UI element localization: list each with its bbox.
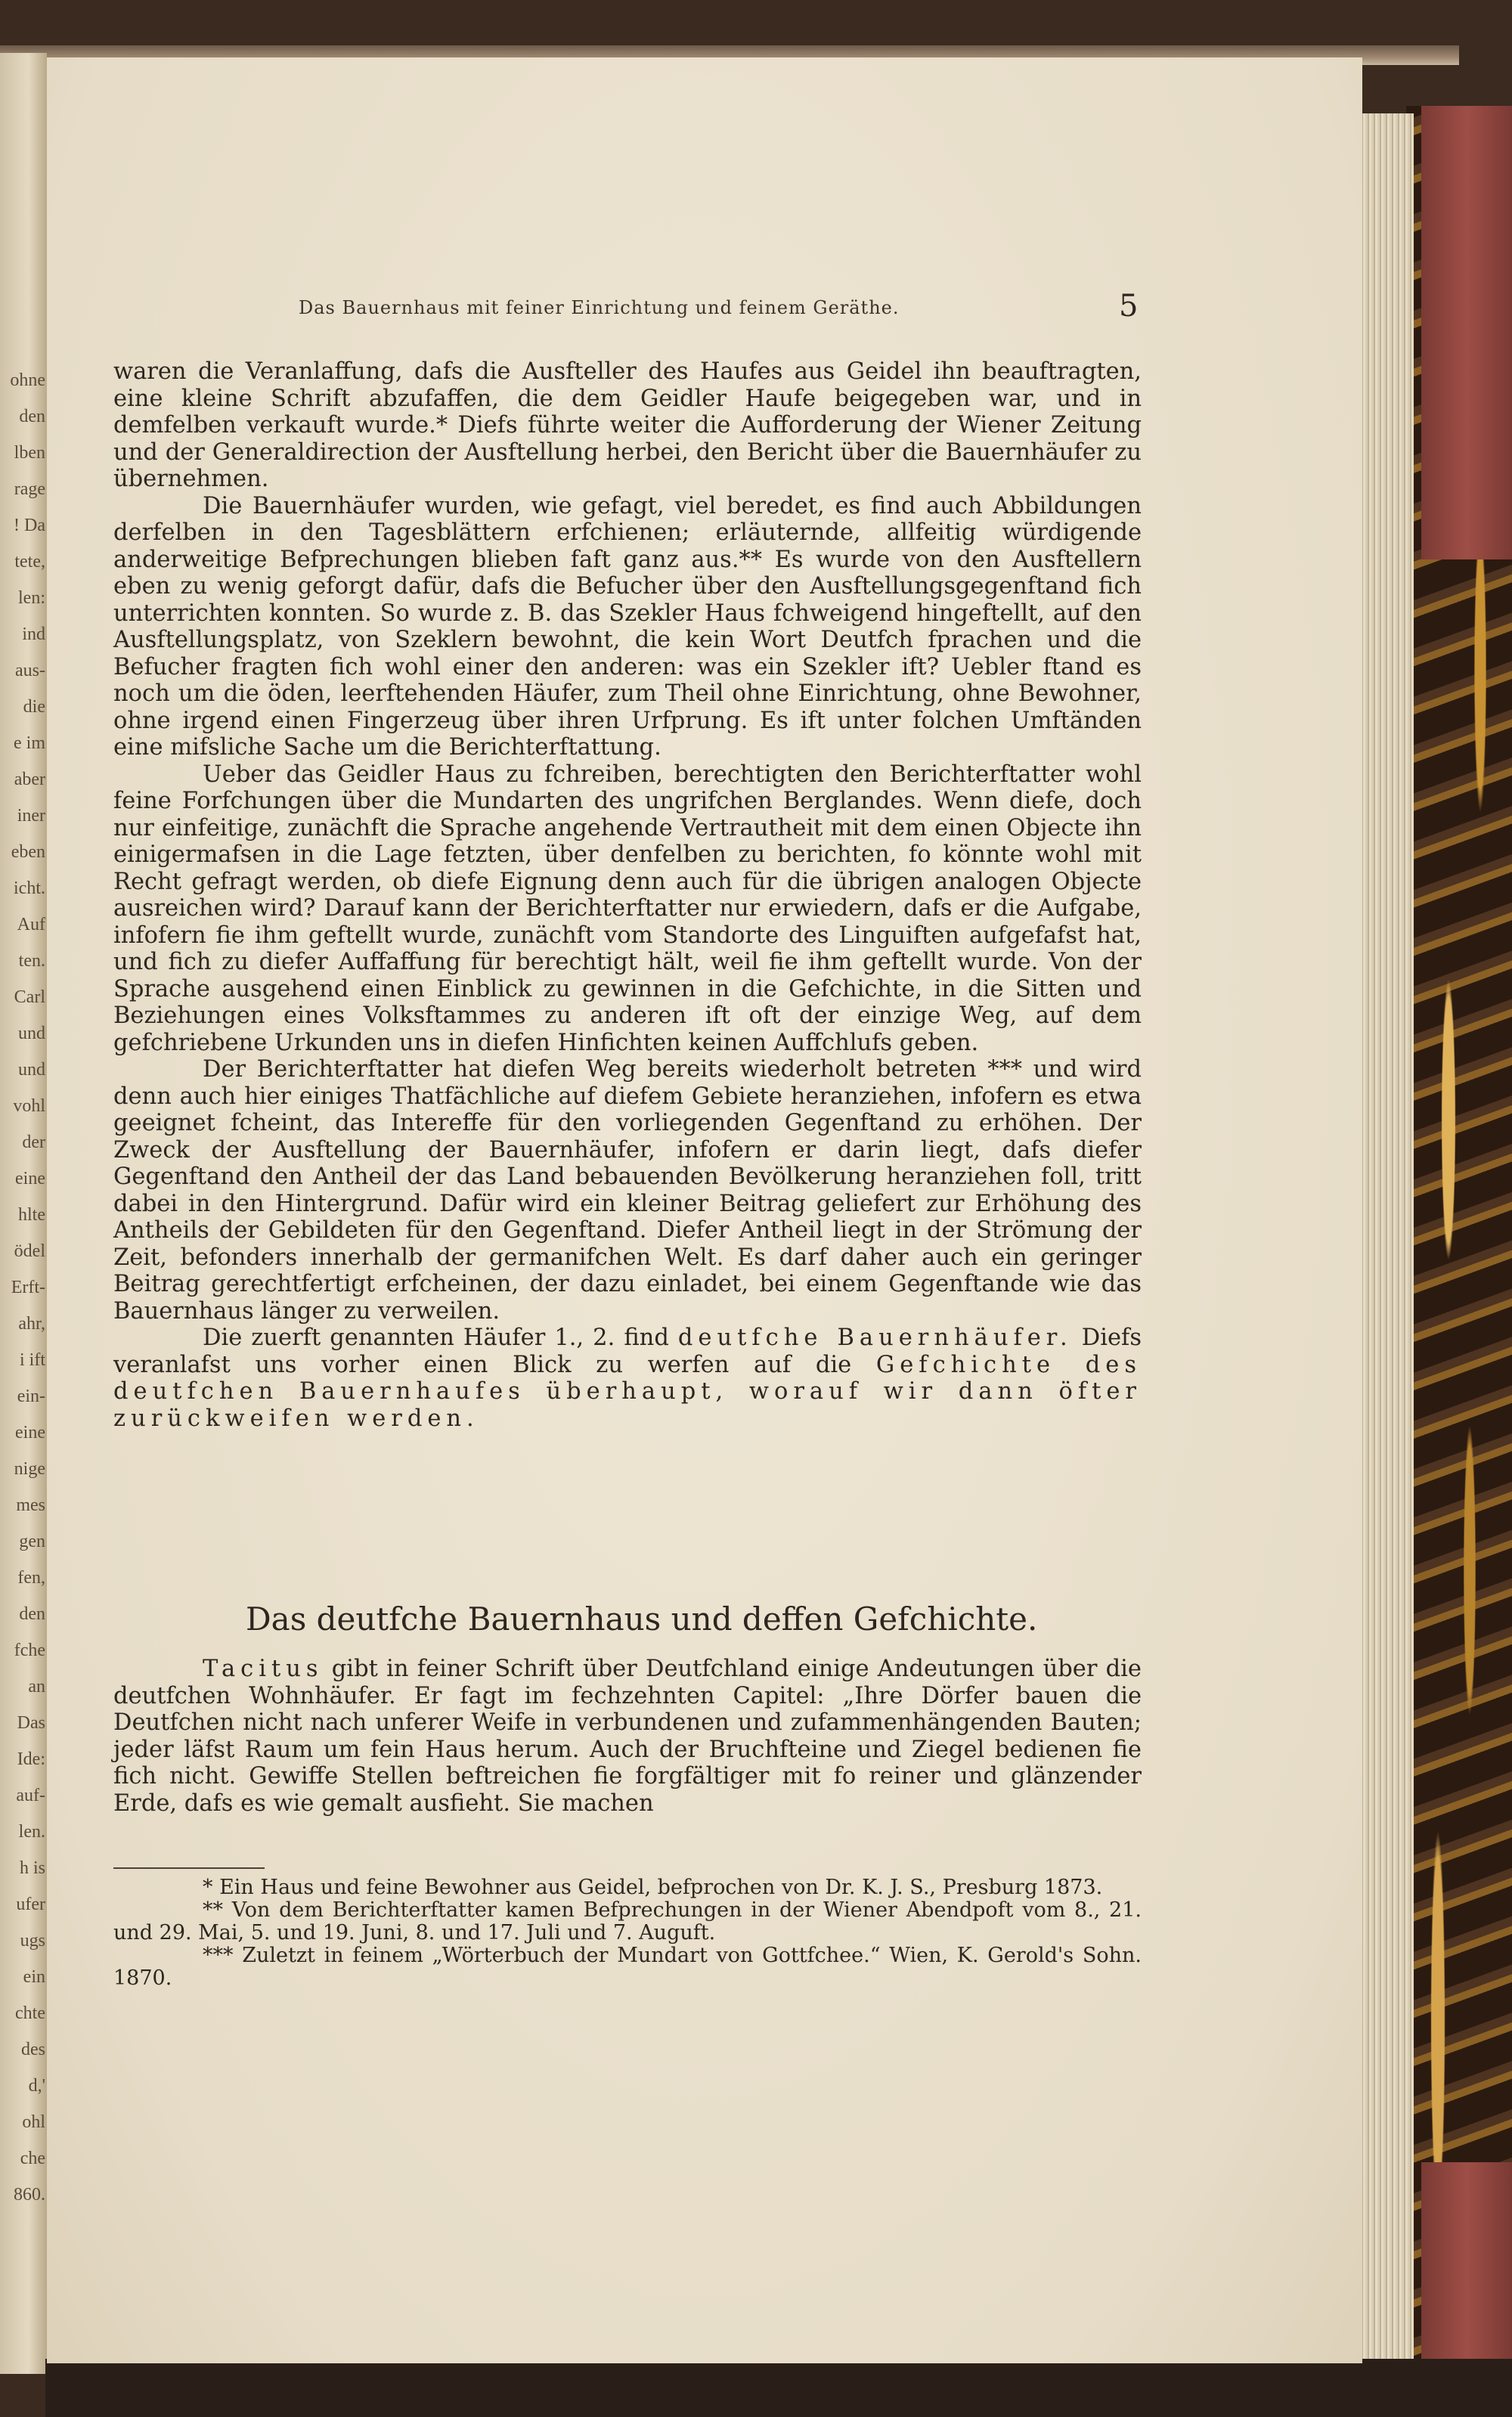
paragraph-text: gibt in feiner Schrift über Deutfchland einige Andeutungen über die deutfchen Wohnhäufer. Er fagt im fechzehnten Capitel: „Ihre Dörfer bauen die Deutfchen nicht nach unferer Weife in verbundenen und zufammenhängenden Bauten; jeder läfst Raum um fein Haus herum. Auch der Bruchfteine und Ziegel bedienen fie fich nicht. Gewiffe Stellen beftreichen fie forgfältiger mit fo reiner und glänzender Erde, dafs es wie gemalt ausfieht. Sie machen (113, 1656, 1142, 1817)
left-page-fragment: die (23, 697, 45, 717)
left-page-fragment: ! Da (14, 516, 45, 535)
left-page-fragment: rage (14, 479, 45, 499)
left-page-fragment: ein- (17, 1387, 45, 1406)
left-page-fragment: ohl (22, 2112, 45, 2132)
left-page-fragment: icht. (14, 878, 45, 898)
left-page-fragment: tete, (14, 552, 45, 572)
left-page-fragment: den (19, 1604, 45, 1624)
left-page-fragment: ahr, (18, 1314, 45, 1334)
page-stack-edge (1353, 113, 1414, 2374)
left-page-fragment: auf- (16, 1786, 45, 1805)
footnotes (113, 1876, 1142, 1990)
page-number: 5 (1119, 289, 1139, 324)
paragraph-text: Die zuerft genannten Häufer 1., 2. find (203, 1325, 678, 1351)
paragraph (113, 1325, 1142, 1432)
section-heading: Das deutfche Bauernhaus und deffen Gefchichte. (246, 1600, 1038, 1638)
footnote-rule (113, 1867, 265, 1869)
left-page-fragment: i ift (20, 1350, 45, 1370)
left-page-fragment: lben (14, 443, 45, 463)
left-page-fragment: Auf (17, 915, 45, 934)
body-text (113, 358, 1142, 1432)
left-page-fragment: ind (22, 624, 45, 644)
footnote: ** Von dem Berichterftatter kamen Befprechungen in der Wiener Abendpoft vom 8., 21. und 29. Mai, 5. und 19. Juni, 8. und 17. Juli und 7. Auguft. (113, 1898, 1142, 1944)
left-page-fragment: len. (18, 1822, 45, 1842)
left-page-fragment: ten. (18, 951, 45, 971)
paragraph (113, 1656, 1142, 1817)
left-page-fragment: ugs (20, 1931, 45, 1951)
left-page-fragment: den (19, 407, 45, 426)
left-page-fragment: e im (14, 733, 45, 753)
left-page-fragment: gen (19, 1532, 45, 1551)
left-page-edge (0, 53, 47, 2374)
cover-cloth-bottom (1421, 2162, 1512, 2359)
section-body (113, 1656, 1142, 1817)
left-page-fragment: chte (15, 2003, 45, 2023)
spaced-emphasis: Tacitus (203, 1656, 324, 1682)
paragraph-text: Diefs veranlafst uns vorher einen Blick zu werfen auf die (113, 1325, 1142, 1378)
paragraph: Die Bauernhäufer wurden, wie gefagt, viel beredet, es find auch Abbildungen derfelben in den Tagesblättern erfchienen; erläuternde, allfeitig würdigende anderweitige Befprechungen blieben faft ganz aus.** Es wurde von den Ausftellern eben zu wenig geforgt dafür, dafs die Befucher über den Ausftellungsgegenftand fich unterrichten konnten. So wurde z. B. das Szekler Haus fchweigend hingeftellt, auf den Ausftellungsplatz, von Szeklern bewohnt, die kein Wort Deutfch fprachen und die Befucher fragten fich wohl einer den anderen: was ein Szekler ift? Uebler ftand es noch um die öden, leerftehenden Häufer, zum Theil ohne Einrichtung, ohne Bewohner, ohne irgend einen Fingerzeug über ihren Urfprung. Es ift unter folchen Umftänden eine mifsliche Sache um die Berichterftattung. (113, 492, 1142, 761)
left-page-fragment: des (21, 2040, 45, 2059)
left-page-fragment: und (18, 1060, 45, 1080)
left-page-fragment: hlte (18, 1205, 45, 1225)
footnote: * Ein Haus und feine Bewohner aus Geidel, befprochen von Dr. K. J. S., Presburg 1873. (203, 1876, 1103, 1899)
paragraph: waren die Veranlaffung, dafs die Ausfteller des Haufes aus Geidel ihn beauftragten, eine kleine Schrift abzufaffen, die dem Geidler Haufe beigegeben war, und in demfelben verkauft wurde.* Diefs führte weiter die Aufforderung der Wiener Zeitung und der Generaldirection der Ausftellung herbei, den Bericht über die Bauernhäufer zu übernehmen. (113, 358, 1142, 492)
footnote: *** Zuletzt in feinem „Wörterbuch der Mundart von Gottfchee.“ Wien, K. Gerold's Sohn. 1870. (113, 1944, 1142, 1990)
cover-cloth-top (1421, 106, 1512, 559)
running-head: Das Bauernhaus mit feiner Einrichtung und feinem Geräthe. (299, 297, 900, 318)
left-page-fragment: che (20, 2149, 45, 2168)
left-page-fragment: Das (17, 1713, 45, 1733)
left-page-fragment: aus- (15, 661, 45, 680)
left-page-fragment: Erft- (11, 1278, 45, 1297)
left-page-fragment: fen, (17, 1568, 45, 1588)
left-page-fragment: iner (17, 806, 45, 826)
left-page-fragment: ein (23, 1967, 45, 1987)
left-page-fragment: d,' (28, 2076, 45, 2096)
left-page-fragment: len: (18, 588, 45, 608)
left-page-fragment: ufer (16, 1895, 45, 1914)
spaced-emphasis: deutfche Bauernhäufer. (677, 1325, 1073, 1351)
left-page-fragment: h is (19, 1858, 45, 1878)
left-page-fragment: mes (16, 1495, 45, 1515)
left-page-fragment: vohl (13, 1096, 45, 1116)
left-page-fragment: aber (14, 770, 45, 789)
left-page-fragment: 860. (14, 2185, 45, 2205)
left-page-fragment: eine (15, 1423, 45, 1442)
background-bottom (45, 2359, 1512, 2417)
paragraph: Ueber das Geidler Haus zu fchreiben, berechtigten den Berichterftatter wohl feine Forfchungen über die Mundarten des ungrifchen Berglandes. Wenn diefe, doch nur einfeitige, zunächft die Sprache angehende Vertrautheit mit dem einen Objecte ihn einigermafsen in die Lage fetzten, über denfelben zu berichten, fo könnte wohl mit Recht gefragt werden, ob diefe Eignung denn auch für die übrigen analogen Objecte ausreichen wird? Darauf kann der Berichterftatter nur erwiedern, dafs er die Aufgabe, infofern fie ihm geftellt wurde, zunächft vom Standorte des Linguiften aufgefafst hat, und fich zu diefer Auffaffung für berechtigt hält, weil fie ihm geftellt wurde. Von der Sprache ausgehend einen Einblick zu gewinnen in die Gefchichte, in die Sitten und Beziehungen eines Volksftammes zu anderen ift oft der einzige Weg, auf dem gefchriebene Urkunden uns in diefen Hinfichten keinen Auffchlufs geben. (113, 761, 1142, 1056)
left-page-fragment: fche (14, 1641, 45, 1660)
left-page-fragment: nige (14, 1459, 45, 1479)
left-page-fragment: ohne (10, 370, 45, 390)
spaced-emphasis: Gefchichte des deutfchen Bauernhaufes überhaupt, worauf wir dann öfter zurückweifen werden. (113, 1351, 1142, 1432)
left-page-fragment: Ide: (17, 1749, 45, 1769)
left-page-fragment: und (18, 1024, 45, 1043)
left-page-fragment: eben (11, 842, 45, 862)
paragraph: Der Berichterftatter hat diefen Weg bereits wiederholt betreten *** und wird denn auch hier einiges Thatfächliche auf diefem Gebiete heranziehen, infofern es etwa geeignet fcheint, das Intereffe für den vorliegenden Gegenftand zu erhöhen. Der Zweck der Ausftellung der Bauernhäufer, infofern er darin liegt, dafs diefer Gegenftand den Antheil der das Land bebauenden Bevölkerung heranziehen foll, tritt dabei in den Hintergrund. Dafür wird ein kleiner Beitrag geliefert zur Erhöhung des Antheils der Gebildeten für den Gegenftand. Diefer Antheil liegt in der Strömung der Zeit, befonders innerhalb der germanifchen Welt. Es darf daher auch ein geringer Beitrag gerechtfertigt erfcheinen, der dazu einladet, bei einem Gegenftande wie das Bauernhaus länger zu verweilen. (113, 1056, 1142, 1325)
left-page-fragment: der (22, 1133, 45, 1152)
left-page-fragment: ödel (14, 1241, 45, 1261)
left-page-fragment: Carl (14, 987, 45, 1007)
left-page-fragment: an (28, 1677, 45, 1697)
left-page-fragment: eine (15, 1169, 45, 1188)
